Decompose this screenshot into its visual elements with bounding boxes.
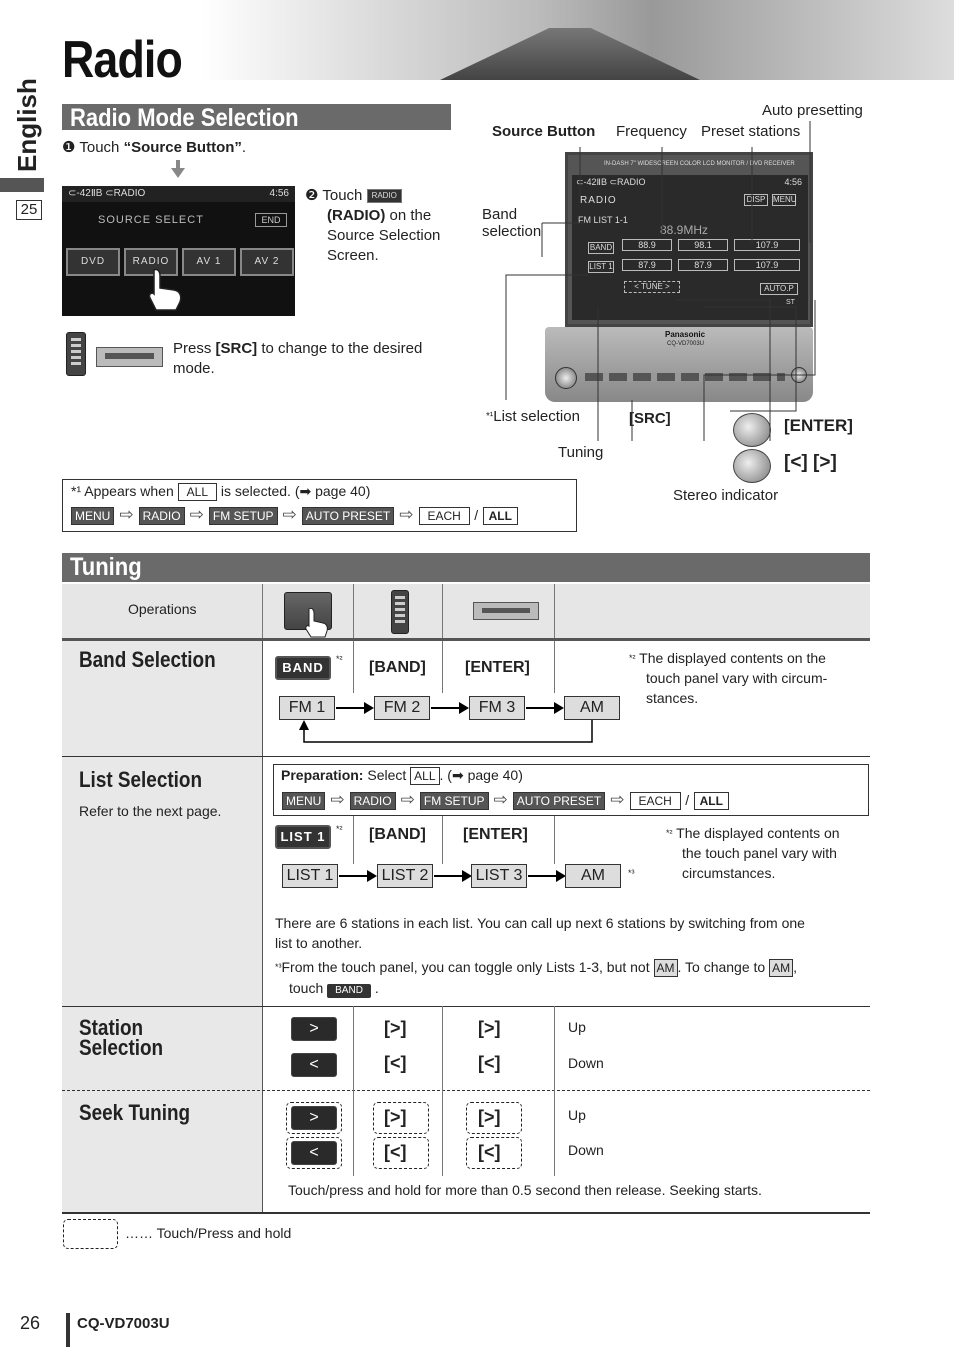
seek-down-key-unit: [<] [478, 1142, 501, 1162]
station-up-button[interactable]: > [291, 1017, 337, 1041]
flow-fm3: FM 3 [469, 696, 525, 720]
remote-icon [66, 332, 86, 376]
station-up-key-remote: [>] [384, 1018, 407, 1038]
unit-icon-header [473, 602, 539, 620]
av2-button[interactable]: AV 2 [240, 248, 294, 276]
enter-key-band: [ENTER] [465, 659, 530, 676]
seek-up-key-remote: [>] [384, 1107, 407, 1127]
down-arrow-icon [171, 168, 185, 178]
seek-up-key-unit: [>] [478, 1107, 501, 1127]
finger-icon [146, 268, 186, 312]
station-down-button[interactable]: < [291, 1053, 337, 1077]
station-down-key-remote: [<] [384, 1053, 407, 1073]
screen-status-bar: ⊂-42ⅡB ⊂RADIO 4:56 [62, 186, 295, 202]
seek-note: Touch/press and hold for more than 0.5 second then release. Seeking starts. [288, 1182, 762, 1198]
legend-text: …… Touch/Press and hold [125, 1225, 292, 1241]
list-selection-title: List Selection [79, 767, 203, 792]
unit-panel-icon [96, 347, 163, 367]
device-band-button: BAND [589, 243, 613, 252]
legend-dashed-box [63, 1219, 118, 1249]
step1-text: ❶ Touch “Source Button”. [62, 139, 247, 156]
list-note: $^{*^2}$ The displayed contents on the touch panel vary with circumstances. [666, 825, 840, 881]
label-source-button: Source Button [492, 123, 596, 140]
band-panel-button[interactable]: BAND [275, 656, 331, 680]
device-autop-button: AUTO.P [760, 283, 798, 295]
device-leader-lines [480, 95, 840, 465]
band-note: $^{*^2}$ The displayed contents on the touch panel vary with circum- stances. [629, 650, 828, 706]
seek-down-label: Down [568, 1142, 604, 1158]
flow-fm1: FM 1 [279, 696, 335, 720]
label-enter: [ENTER] [784, 416, 853, 435]
source-select-title: SOURCE SELECT [98, 214, 204, 226]
flow-list2: LIST 2 [377, 864, 433, 888]
seek-tuning-title: Seek Tuning [79, 1100, 191, 1125]
press-src-text: Press [SRC] to change to the desired mode. [173, 340, 423, 377]
tuning-heading: Tuning [62, 553, 870, 582]
av1-button[interactable]: AV 1 [182, 248, 236, 276]
label-tuning: Tuning [558, 444, 604, 461]
touch-panel-icon [284, 592, 332, 630]
device-faceplate: Panasonic CQ-VD7003U [545, 327, 813, 402]
model-number: CQ-VD7003U [77, 1315, 170, 1332]
label-arrow-keys: [<] [>] [784, 452, 837, 473]
flow-fm2: FM 2 [374, 696, 430, 720]
seek-down-button[interactable]: < [291, 1141, 337, 1165]
station-down-key-unit: [<] [478, 1053, 501, 1073]
flow-am: AM [564, 696, 620, 720]
label-list-selection: $^{*^1}$List selection [486, 408, 580, 425]
flow-list-am: AM [565, 864, 621, 888]
radio-chip: RADIO [367, 189, 402, 203]
station-selection-title: Station Selection [79, 1015, 164, 1060]
page-title: Radio [62, 31, 182, 89]
side-bar [0, 178, 44, 192]
footnote1-box: *¹ Appears when ALL is selected. (➡ page 40) MENU ⇨ RADIO ⇨ FM SETUP ⇨ AUTO PRESET ⇨ EACH / ALL [62, 479, 577, 532]
dvd-button[interactable]: DVD [66, 248, 120, 276]
source-select-screen [62, 186, 295, 316]
label-stereo-indicator: Stereo indicator [673, 487, 779, 504]
remote-icon-header [391, 590, 409, 634]
band-key-list: [BAND] [369, 826, 426, 843]
flow-list3: LIST 3 [471, 864, 527, 888]
device-list-button: LIST 1 [589, 262, 613, 271]
station-up-key-unit: [>] [478, 1018, 501, 1038]
language-tab: English [12, 78, 42, 172]
end-button[interactable]: END [255, 213, 287, 227]
tuning-table: Operations Band Selection BAND *² [BAND] [ENTER] $^{*^2}$ The displayed contents on the touch panel vary with circum- stances. FM 1 FM 2 FM 3 AM List Selection Refer to the next page. Preparation: Select ALL . (➡ page 40) MENU ⇨ RADIO ⇨ FM SETUP ⇨ AUTO PRESET ⇨ EACH / ALL LIST 1 *² [BAND] [ENTER] $^{*^2}$ The displayed contents on the touch panel vary with circumstances. LIST 1 LIST 2 LIST 3 AM *³ There are 6 stations in each list. You can call up next 6 stations by switching from one list to another. $^{*^3}$From the touch panel, you can toggle only Lists 1-3, but not AM . To change to AM , touch BAND . Station Selection > < [>] [<] [>] [<] Up Down Seek Tuning > < [>] [<] [>] [<] Up Down Touch/press and hold for more than 0.5 second then release. Seeking starts. [62, 584, 870, 1214]
list-selection-subtitle: Refer to the next page. [79, 803, 222, 819]
operations-label: Operations [128, 601, 197, 617]
list-panel-button[interactable]: LIST 1 [275, 825, 331, 849]
list-description: There are 6 stations in each list. You can call up next 6 stations by switching from one list to another. [275, 915, 805, 951]
list-footnote: $^{*^3}$From the touch panel, you can toggle only Lists 1-3, but not AM . To change to AM , touch BAND . [275, 959, 797, 996]
band-loop-arrow [294, 720, 594, 746]
down-arrow-stem [176, 160, 180, 169]
left-column [62, 641, 262, 1214]
label-auto-presetting: Auto presetting [762, 102, 863, 119]
seek-up-label: Up [568, 1107, 586, 1123]
device-screen: IN-DASH 7" WIDESCREEN COLOR LCD MONITOR / DVD RECEIVER ⊂-42ⅡB ⊂RADIO 4:56 RADIO DISP MENU FM LIST 1-1 88.9MHz BAND LIST 1 88.9 98.1 107.9 87.9 87.9 107.9 < TUNE > AUTO.P ST [565, 152, 813, 327]
label-band-selection: Band selection [482, 206, 542, 240]
side-page-ref: 25 [16, 200, 42, 220]
seek-up-button[interactable]: > [291, 1106, 337, 1130]
station-up-label: Up [568, 1019, 586, 1035]
preparation-path: MENU ⇨ RADIO ⇨ FM SETUP ⇨ AUTO PRESET ⇨ EACH / ALL [282, 791, 729, 810]
band-key: [BAND] [369, 659, 426, 676]
footnote1-path: MENU ⇨ RADIO ⇨ FM SETUP ⇨ AUTO PRESET ⇨ EACH / ALL [71, 506, 518, 525]
enter-key-list: [ENTER] [463, 826, 528, 843]
page-number: 26 [20, 1313, 41, 1333]
seek-down-key-remote: [<] [384, 1142, 407, 1162]
flow-list1: LIST 1 [282, 864, 338, 888]
footer-bar [66, 1313, 70, 1347]
label-src: [SRC] [629, 410, 671, 427]
preparation-box: Preparation: Select ALL . (➡ page 40) MENU ⇨ RADIO ⇨ FM SETUP ⇨ AUTO PRESET ⇨ EACH / ALL [273, 764, 869, 816]
station-down-label: Down [568, 1055, 604, 1071]
band-selection-title: Band Selection [79, 647, 216, 672]
label-preset-stations: Preset stations [701, 123, 801, 140]
radio-button[interactable]: RADIO [124, 248, 178, 276]
label-frequency: Frequency [616, 123, 687, 140]
device-tune-button: < TUNE > [624, 281, 680, 293]
step2-text: ❷ Touch RADIO (RADIO) on the Source Selection Screen. [305, 187, 441, 264]
mode-selection-heading: Radio Mode Selection [62, 104, 451, 130]
